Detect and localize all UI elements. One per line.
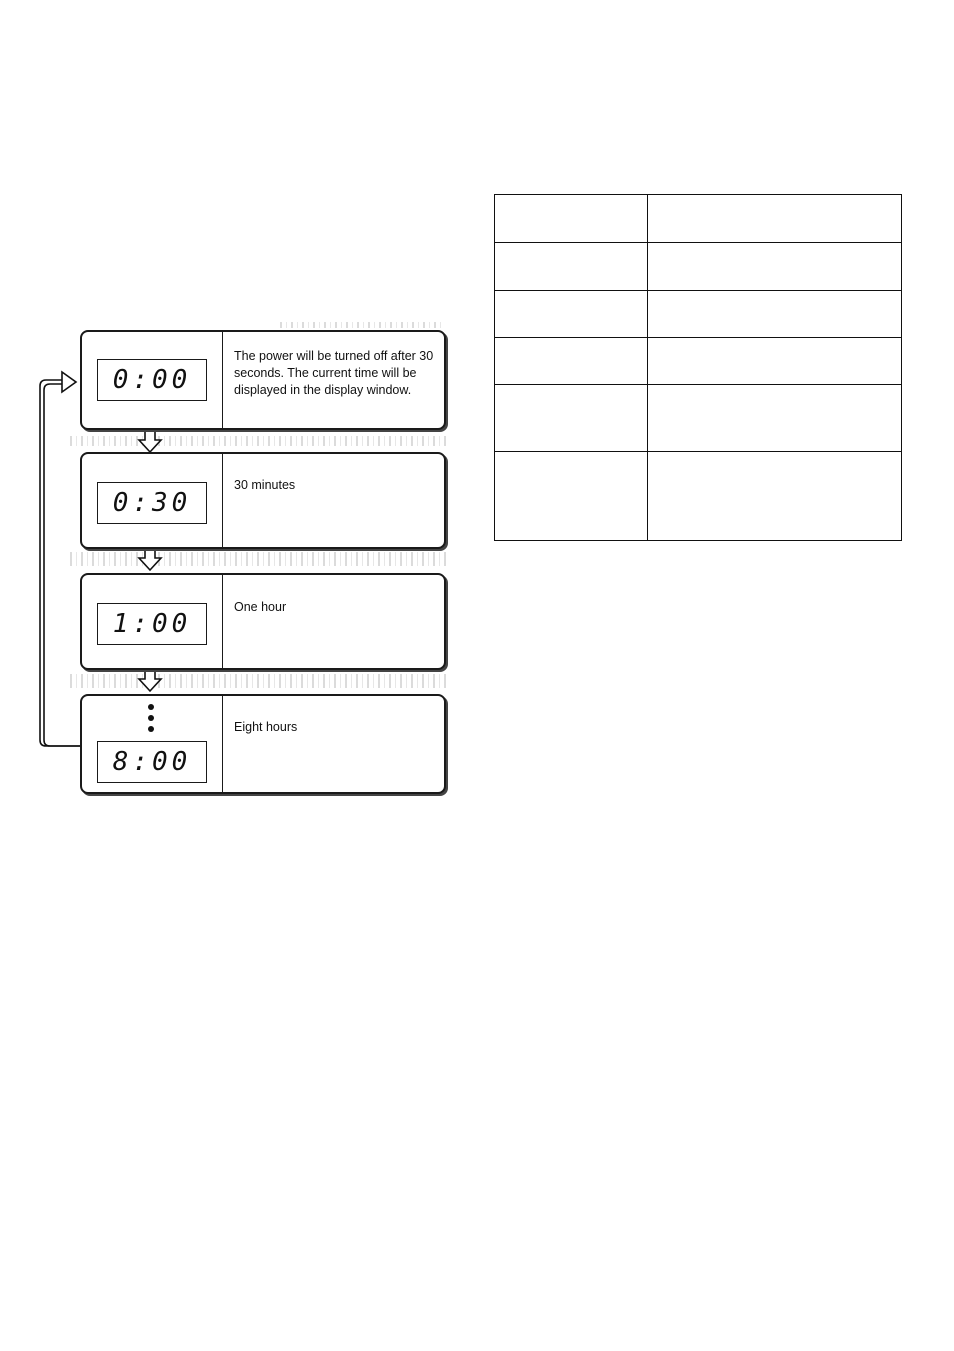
table-cell [495,243,648,291]
table-row [495,452,902,541]
step-description: 30 minutes [234,478,296,492]
table-cell [495,291,648,338]
table-row [495,243,902,291]
lcd-display: 0:30 [97,482,207,524]
table-row [495,291,902,338]
lcd-display: 1:00 [97,603,207,645]
table-row [495,385,902,452]
table-cell [495,338,648,385]
down-arrow-icon [139,668,161,691]
table-row [495,195,902,243]
table-cell [648,195,902,243]
table-cell [648,452,902,541]
lcd-display: 0:00 [97,359,207,401]
table-cell [648,385,902,452]
table-row [495,338,902,385]
table-cell [648,243,902,291]
empty-table [494,194,902,541]
flow-step-3 [80,573,446,670]
down-arrow-icon [139,428,161,452]
table-cell [495,452,648,541]
table-cell [495,385,648,452]
divider [222,454,223,547]
down-arrow-icon [139,547,161,570]
step-description: The power will be turned off after 30 seconds. The current time will be displayed in the display window. [234,349,434,397]
table-cell [648,291,902,338]
step-description: One hour [234,600,287,614]
divider [222,696,223,792]
ellipsis-dots-icon [148,704,156,737]
divider [222,332,223,428]
divider [222,575,223,668]
lcd-display: 8:00 [97,741,207,783]
step-description: Eight hours [234,720,298,734]
table-cell [495,195,648,243]
flow-step-1 [80,330,446,430]
table-cell [648,338,902,385]
flow-step-2 [80,452,446,549]
flow-step-4 [80,694,446,794]
